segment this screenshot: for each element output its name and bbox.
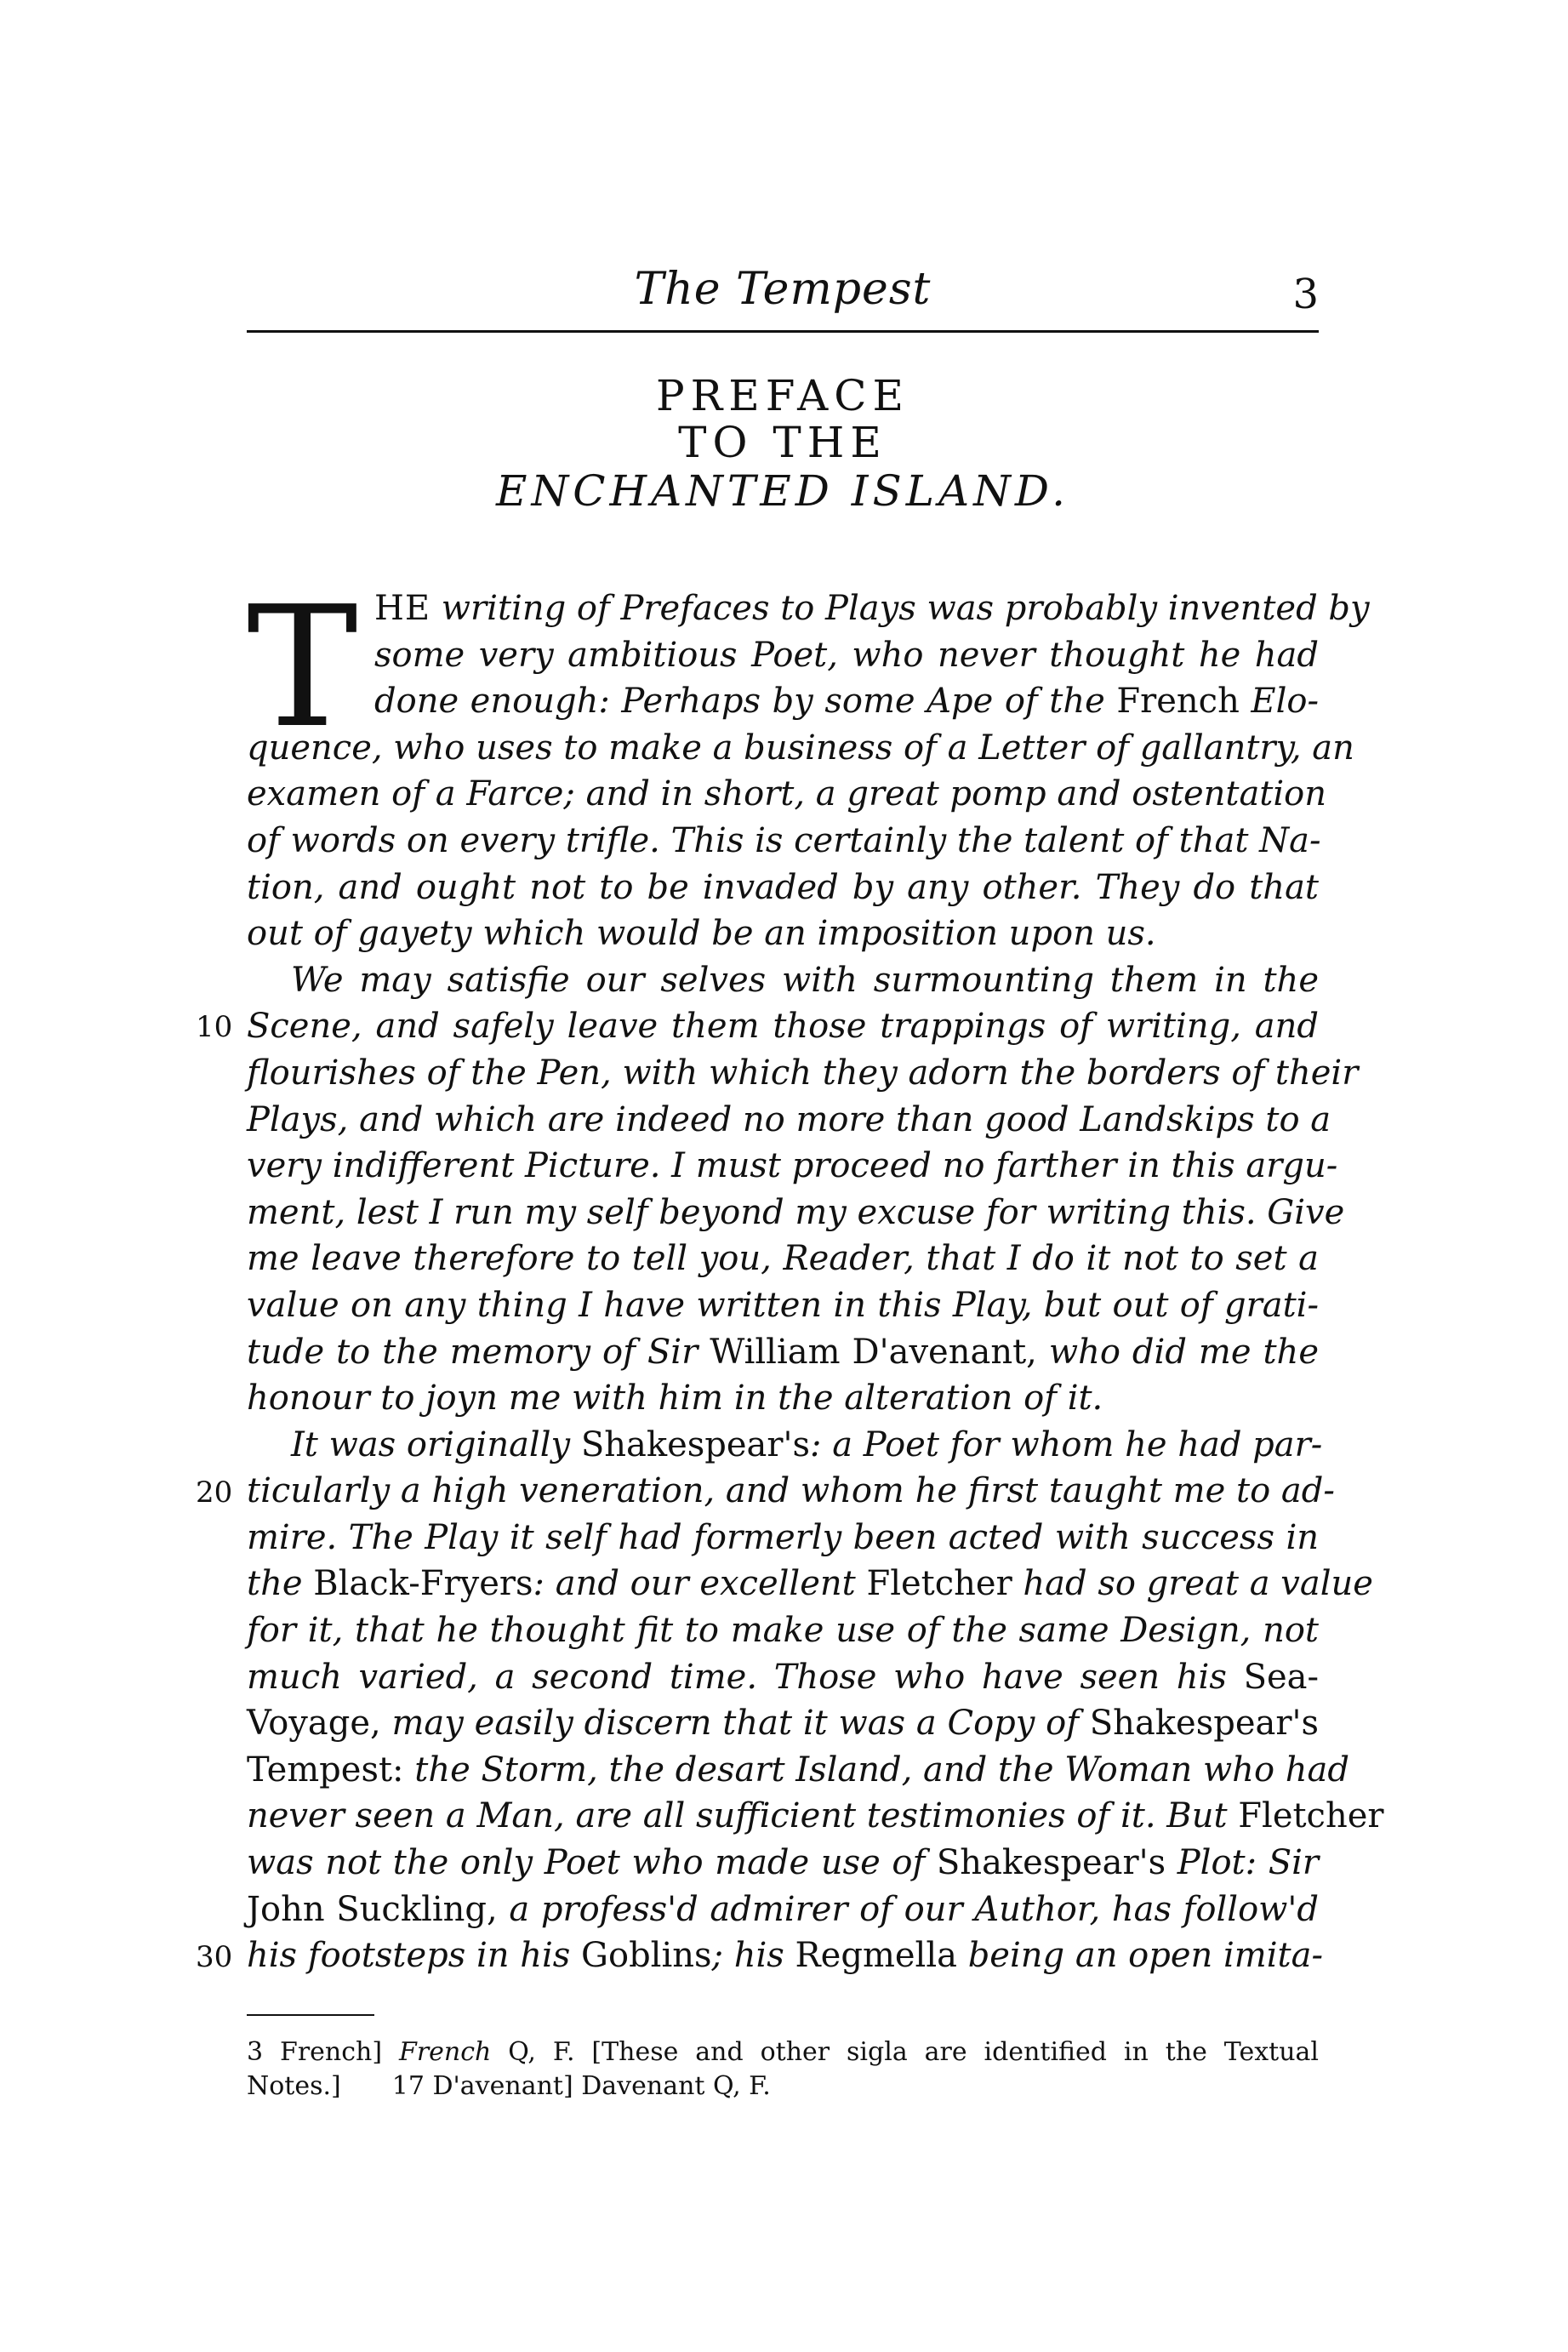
footnotes — [247, 2035, 1319, 2104]
text-line-18: honour to joyn me with him in the alteration of it. — [247, 1379, 1103, 1419]
text-line-4: quence, who uses to make a business of a Letter of gallantry, an — [247, 728, 1354, 768]
text-line-25: Voyage, may easily discern that it was a Copy of Shakespear's — [247, 1704, 1319, 1744]
text-line-1: HE writing of Prefaces to Plays was probably invented by — [374, 589, 1370, 628]
text-line-13: very indifferent Picture. I must proceed no farther in this argu- — [247, 1146, 1338, 1186]
text-line-17: tude to the memory of Sir William D'avenant, who did me the — [247, 1332, 1319, 1372]
header-rule — [247, 330, 1319, 333]
text-line-7: tion, and ought not to be invaded by any other. They do that — [247, 867, 1319, 907]
text-line-16: value on any thing I have written in this Play, but out of grati- — [247, 1285, 1319, 1325]
running-head — [247, 255, 1319, 323]
footnote-2: 17 D'avenant] Davenant Q, F. — [391, 2071, 771, 2101]
line-number-10: 10 — [196, 1010, 233, 1044]
running-title: The Tempest — [634, 264, 932, 315]
text-line-22: the Black-Fryers: and our excellent Fletcher had so great a value — [247, 1564, 1373, 1604]
text-line-28: was not the only Poet who made use of Shakespear's Plot: Sir — [247, 1843, 1320, 1883]
text-line-11: flourishes of the Pen, with which they adorn the borders of their — [247, 1053, 1359, 1093]
heading-line-1: PREFACE — [656, 371, 909, 420]
drop-cap: T — [247, 571, 358, 765]
line-number-30: 30 — [196, 1940, 233, 1974]
text-line-23: for it, that he thought fit to make use of the same Design, not — [247, 1611, 1319, 1651]
footnote-1: 3 French] French Q, F. [These and other sigla are identified in the Textual — [247, 2037, 1319, 2067]
text-line-15: me leave therefore to tell you, Reader, that I do it not to set a — [247, 1239, 1319, 1279]
text-line-30: his footsteps in his Goblins; his Regmella being an open imita- — [247, 1936, 1323, 1976]
text-line-27: never seen a Man, are all sufficient testimonies of it. But Fletcher — [247, 1796, 1384, 1836]
preface-text — [247, 571, 1384, 1979]
text-line-9: We may satisfie our selves with surmounting them in the — [291, 960, 1319, 1000]
page-number: 3 — [1292, 271, 1319, 318]
text-line-21: mire. The Play it self had formerly been acted with success in — [247, 1517, 1319, 1557]
text-line-26: Tempest: the Storm, the desart Island, and the Woman who had — [247, 1750, 1349, 1790]
text-line-24: much varied, a second time. Those who have seen his Sea- — [247, 1657, 1319, 1697]
text-line-5: examen of a Farce; and in short, a great pomp and ostentation — [247, 774, 1327, 814]
text-line-20: ticularly a high veneration, and whom he first taught me to ad- — [247, 1471, 1335, 1511]
line-number-20: 20 — [196, 1476, 233, 1510]
text-line-8: out of gayety which would be an imposition upon us. — [247, 914, 1156, 954]
text-line-6: of words on every trifle. This is certainly the talent of that Na- — [247, 820, 1321, 860]
text-line-2: some very ambitious Poet, who never thought he had — [374, 635, 1319, 675]
footnote-rule — [247, 2014, 374, 2016]
text-line-10: Scene, and safely leave them those trappings of writing, and — [247, 1007, 1319, 1047]
text-line-29: John Suckling, a profess'd admirer of our Author, has follow'd — [247, 1889, 1320, 1929]
text-line-19: It was originally Shakespear's: a Poet for whom he had par- — [291, 1424, 1323, 1464]
text-line-14: ment, lest I run my self beyond my excuse for writing this. Give — [247, 1192, 1345, 1232]
footnote-1-continued: Notes.] 17 D'avenant] Davenant Q, F. — [247, 2071, 771, 2101]
heading-line-3: ENCHANTED ISLAND. — [495, 466, 1070, 516]
heading-line-2: TO THE — [678, 418, 887, 467]
text-line-12: Plays, and which are indeed no more than good Landskips to a — [247, 1099, 1331, 1139]
text-line-3: done enough: Perhaps by some Ape of the French Elo- — [374, 682, 1319, 722]
